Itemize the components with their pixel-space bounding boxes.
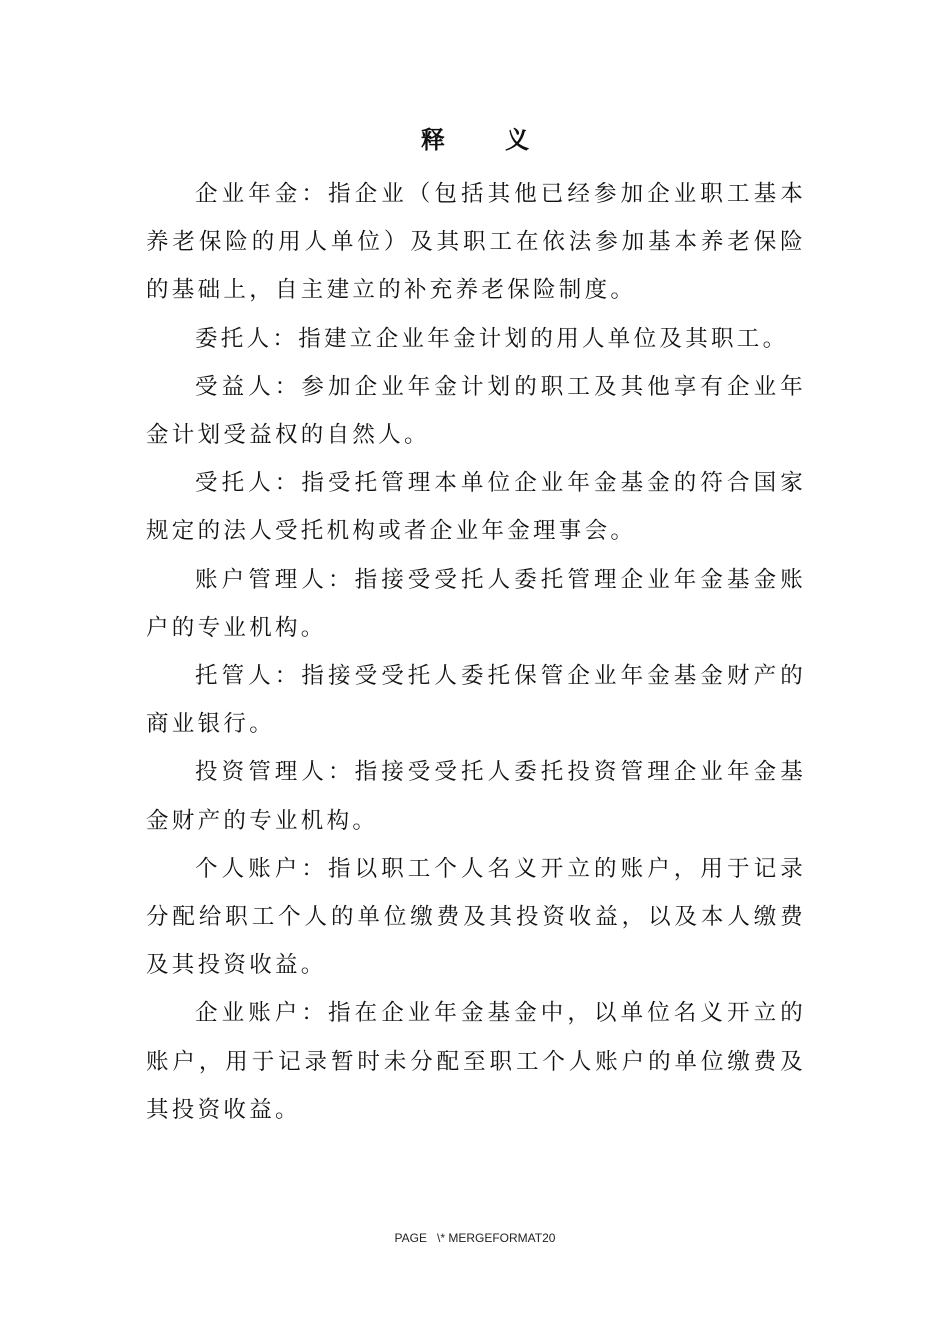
paragraph-enterprise-annuity: 企业年金：指企业（包括其他已经参加企业职工基本养老保险的用人单位）及其职工在依法参加基本养老保险的基础上，自主建立的补充养老保险制度。 xyxy=(146,181,806,304)
page-title: 释 义 xyxy=(420,126,556,154)
page-footer: PAGE \* MERGEFORMAT20 xyxy=(394,1231,556,1245)
paragraph-account-manager: 账户管理人：指接受受托人委托管理企业年金基金账户的专业机构。 xyxy=(146,566,806,641)
paragraph-beneficiary: 受益人：参加企业年金计划的职工及其他享有企业年金计划受益权的自然人。 xyxy=(146,373,806,449)
document-body xyxy=(146,170,806,1134)
paragraph-individual-account: 个人账户：指以职工个人名义开立的账户，用于记录分配给职工个人的单位缴费及其投资收益，以及本人缴费及其投资收益。 xyxy=(146,855,806,979)
paragraph-enterprise-account: 企业账户：指在企业年金基金中，以单位名义开立的账户，用于记录暂时未分配至职工个人账户的单位缴费及其投资收益。 xyxy=(146,1000,806,1123)
paragraph-trustee: 受托人：指受托管理本单位企业年金基金的符合国家规定的法人受托机构或者企业年金理事会。 xyxy=(146,470,806,545)
paragraph-custodian: 托管人：指接受受托人委托保管企业年金基金财产的商业银行。 xyxy=(146,663,806,738)
paragraph-principal: 委托人：指建立企业年金计划的用人单位及其职工。 xyxy=(195,325,789,352)
paragraph-investment-manager: 投资管理人：指接受受托人委托投资管理企业年金基金财产的专业机构。 xyxy=(146,759,806,834)
